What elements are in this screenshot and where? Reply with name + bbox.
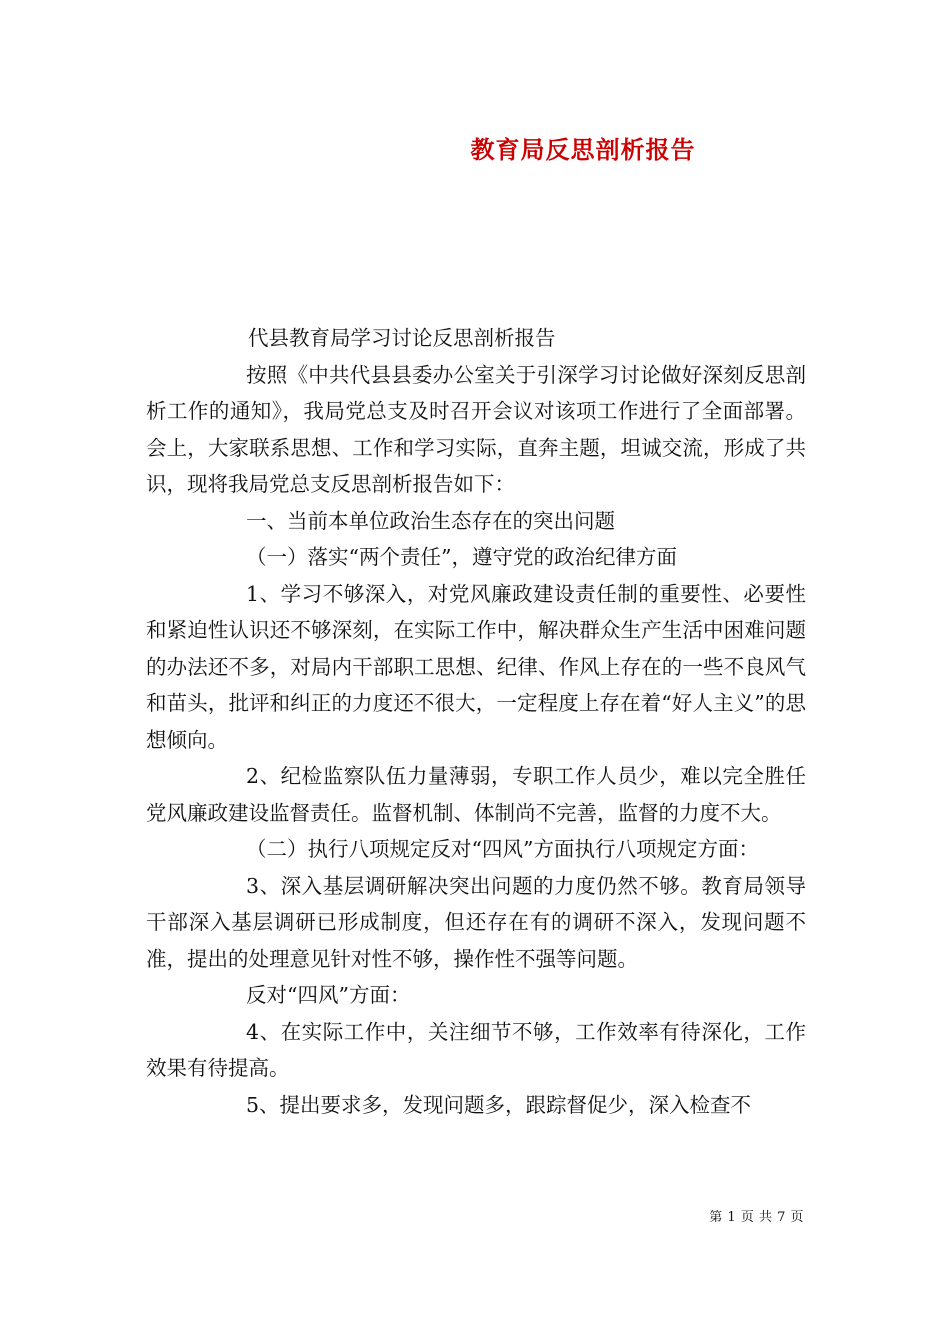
paragraph-intro: 按照《中共代县县委办公室关于引深学习讨论做好深刻反思剖析工作的通知》，我局党总支及时召开会议对该项工作进行了全面部署。会上，大家联系思想、工作和学习实际，直奔主题，坦诚交流，形成了共识，现将我局党总支反思剖析报告如下：	[146, 362, 806, 496]
section-heading-1: 一、当前本单位政治生态存在的突出问题	[246, 508, 615, 533]
paragraph-item-4: 4、在实际工作中，关注细节不够，工作效率有待深化，工作效果有待提高。	[146, 1019, 806, 1080]
paragraph-item-3: 3、深入基层调研解决突出问题的力度仍然不够。教育局领导干部深入基层调研已形成制度，但还存在有的调研不深入，发现问题不准，提出的处理意见针对性不够，操作性不强等问题。	[146, 873, 806, 971]
paragraph-item-2: 2、纪检监察队伍力量薄弱，专职工作人员少，难以完全胜任党风廉政建设监督责任。监督机制、体制尚不完善，监督的力度不大。	[146, 764, 806, 825]
subsection-heading-3: 反对“四风”方面：	[246, 983, 411, 1007]
paragraph-item-1: 1、学习不够深入，对党风廉政建设责任制的重要性、必要性和紧迫性认识还不够深刻，在实际工作中，解决群众生产生活中困难问题的办法还不多，对局内干部职工思想、纪律、作风上存在的一些不良风气和苗头，批评和纠正的力度还不很大，一定程度上存在着“好人主义”的思想倾向。	[146, 581, 806, 752]
paragraph-item-5: 5、提出要求多，发现问题多，跟踪督促少，深入检查不	[246, 1092, 752, 1117]
subsection-heading-1: （一）落实“两个责任”，遵守党的政治纪律方面	[246, 545, 677, 569]
document-title: 教育局反思剖析报告	[470, 135, 696, 164]
page-number: 第 1 页 共 7 页	[709, 1210, 804, 1225]
subsection-heading-2: （二）执行八项规定反对“四风”方面执行八项规定方面：	[246, 837, 759, 861]
document-body	[146, 320, 806, 1123]
report-subtitle: 代县教育局学习讨论反思剖析报告	[248, 326, 556, 350]
